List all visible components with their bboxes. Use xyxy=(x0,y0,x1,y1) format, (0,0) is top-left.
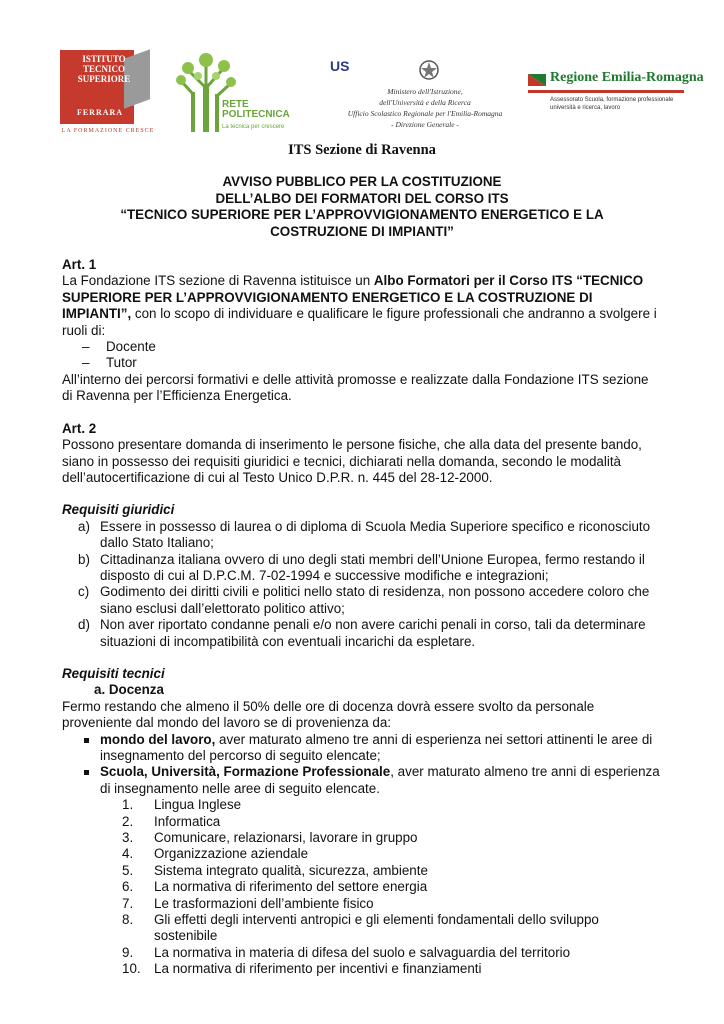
rete-name xyxy=(222,100,290,120)
usr-line-4: - Direzione Generale - xyxy=(391,120,459,129)
its-line-1: ISTITUTO xyxy=(82,54,126,64)
regione-emilia-romagna-logo xyxy=(528,70,704,120)
header-logos xyxy=(0,46,724,146)
notice-title xyxy=(62,174,662,240)
list-marker: a) xyxy=(78,518,90,534)
list-marker: 6. xyxy=(122,879,134,895)
notice-title-line-2: DELL’ALBO DEI FORMATORI DEL CORSO ITS xyxy=(215,190,509,206)
list-item-text: Gli effetti degli interventi antropici e gli elementi fondamentali dello sviluppo sostenibile xyxy=(154,912,599,944)
list-marker: 3. xyxy=(122,830,134,846)
document-body xyxy=(62,140,662,978)
bullet-bold: Scuola, Università, Formazione Professionale xyxy=(100,764,391,780)
usr-line-1: Ministero dell'Istruzione, xyxy=(387,87,463,96)
list-item xyxy=(62,814,662,830)
rer-name: Regione Emilia-Romagna xyxy=(550,70,704,85)
list-item-text: La normativa di riferimento del settore energia xyxy=(154,879,428,895)
list-item-text: La normativa di riferimento per incentivi e finanziamenti xyxy=(154,961,482,977)
areas-list xyxy=(62,797,662,977)
art-1-text-c: con lo scopo di individuare e qualificare le figure professionali che andranno a svolgere i ruoli di: xyxy=(62,306,657,338)
list-item xyxy=(62,552,662,585)
usr-emilia-romagna-logo xyxy=(330,58,520,138)
rer-red-bar xyxy=(528,90,684,93)
rete-politecnica-logo xyxy=(176,52,290,134)
list-marker: 7. xyxy=(122,895,134,911)
its-line-3: SUPERIORE xyxy=(77,74,131,84)
list-item-text: Sistema integrato qualità, sicurezza, ambiente xyxy=(154,862,428,878)
rer-sub-line-2: università e ricerca, lavoro xyxy=(550,105,621,111)
list-item xyxy=(62,764,662,797)
list-item-text: Informatica xyxy=(154,813,221,829)
usr-text xyxy=(330,86,520,130)
provenienza-list xyxy=(62,732,662,798)
art-1-heading: Art. 1 xyxy=(62,257,97,273)
bullet-bold: mondo del lavoro, xyxy=(100,731,216,747)
list-marker: 2. xyxy=(122,813,134,829)
list-item xyxy=(62,879,662,895)
list-marker: 1. xyxy=(122,797,134,813)
list-item-text: Non aver riportato condanne penali e/o non avere carichi penali in corso, tali da determinare situazioni di incompatibilità con eventuali incarichi da espletare. xyxy=(100,617,646,649)
list-marker: c) xyxy=(78,584,90,600)
list-item xyxy=(62,846,662,862)
rer-sub-line-1: Assessorato Scuola, formazione professionale xyxy=(550,97,674,103)
list-item-text: Le trasformazioni dell’ambiente fisico xyxy=(154,895,374,911)
list-item-text: Cittadinanza italiana ovvero di uno degli stati membri dell’Unione Europea, fermo restando il disposto di cui al D.P.C.M. 7-02-1994 e successive modifiche e integrazioni; xyxy=(100,551,645,583)
list-item xyxy=(62,961,662,977)
bullet-text: aver maturato almeno tre anni di esperienza nei settori attinenti le aree di insegnamento del percorso di seguito elencate; xyxy=(100,731,653,763)
list-item xyxy=(62,732,662,765)
rer-subtitle xyxy=(550,96,673,112)
requisiti-tecnici-heading: Requisiti tecnici xyxy=(62,665,165,681)
art-1-text-a: La Fondazione ITS sezione di Ravenna istituisce un xyxy=(62,273,374,289)
list-item-text: Lingua Inglese xyxy=(154,797,242,813)
usr-line-3: Ufficio Scolastico Regionale per l'Emilia-Romagna xyxy=(347,109,503,118)
its-tagline: LA FORMAZIONE CRESCE xyxy=(61,128,155,134)
bullet-text: , aver maturato almeno tre anni di esperienza di insegnamento nelle aree di seguito elencate. xyxy=(100,764,660,796)
its-line-2: TECNICO xyxy=(82,64,125,74)
docenza-paragraph: Fermo restando che almeno il 50% delle ore di docenza dovrà essere svolto da personale proveniente dal mondo del lavoro se di provenienza da: xyxy=(62,698,595,731)
notice-title-line-3: “TECNICO SUPERIORE PER L’APPROVVIGIONAMENTO ENERGETICO E LA xyxy=(120,207,604,223)
art-1-paragraph xyxy=(62,273,662,339)
art-1-text-bold: Albo Formatori per il Corso ITS “TECNICO SUPERIORE PER L’APPROVVIGIONAMENTO ENERGETICO E LA COSTRUZIONE DI IMPIANTI”, xyxy=(62,273,644,322)
usr-line-2: dell'Università e della Ricerca xyxy=(379,98,471,107)
art-1-paragraph-2: All’interno dei percorsi formativi e delle attività promosse e realizzate dalla Fondazione ITS sezione di Ravenna per l’Efficienza Energetica. xyxy=(62,371,649,404)
roles-list xyxy=(62,339,662,372)
list-item xyxy=(62,863,662,879)
role-item: – Tutor xyxy=(62,355,662,371)
list-item-text: Comunicare, relazionarsi, lavorare in gruppo xyxy=(154,830,418,846)
rete-name-line-1: RETE xyxy=(222,99,249,110)
docenza-heading: a. Docenza xyxy=(94,682,164,698)
usr-mark: US xyxy=(330,58,350,74)
its-city: FERRARA xyxy=(76,108,124,117)
list-item-text: Organizzazione aziendale xyxy=(154,846,309,862)
list-marker: 10. xyxy=(122,961,141,977)
notice-title-line-4: COSTRUZIONE DI IMPIANTI” xyxy=(270,223,454,239)
list-marker: d) xyxy=(78,617,90,633)
list-item-text: La normativa in materia di difesa del suolo e salvaguardia del territorio xyxy=(154,944,571,960)
region-flag-icon xyxy=(528,74,546,86)
list-item-text: Essere in possesso di laurea o di diploma di Scuola Media Superiore specifico e riconosciuto dallo Stato Italiano; xyxy=(100,518,651,551)
notice-title-line-1: AVVISO PUBBLICO PER LA COSTITUZIONE xyxy=(222,174,502,190)
its-ferrara-logo xyxy=(60,50,155,138)
list-marker: b) xyxy=(78,551,90,567)
list-item xyxy=(62,945,662,961)
list-marker: 8. xyxy=(122,912,134,928)
republic-emblem-icon xyxy=(418,58,440,82)
rete-name-line-2: POLITECNICA xyxy=(222,109,290,120)
rete-tagline: La tecnica per crescere xyxy=(222,124,285,130)
list-item-text: Godimento dei diritti civili e politici nello stato di residenza, non possono accedere coloro che siano esclusi dall’elettorato politico attivo; xyxy=(100,584,650,616)
list-marker: 5. xyxy=(122,862,134,878)
list-marker: 9. xyxy=(122,944,134,960)
list-item xyxy=(62,617,662,650)
list-item xyxy=(62,584,662,617)
its-logo-text xyxy=(76,54,132,84)
art-2-heading: Art. 2 xyxy=(62,420,97,436)
list-item xyxy=(62,896,662,912)
list-item xyxy=(62,519,662,552)
requisiti-giuridici-heading: Requisiti giuridici xyxy=(62,502,175,518)
list-item xyxy=(62,797,662,813)
section-title: ITS Sezione di Ravenna xyxy=(288,142,436,158)
role-item: – Docente xyxy=(62,339,662,355)
list-item xyxy=(62,912,662,945)
tree-icon xyxy=(176,52,236,134)
requisiti-giuridici-list xyxy=(62,519,662,650)
list-item xyxy=(62,830,662,846)
list-marker: 4. xyxy=(122,846,134,862)
art-2-paragraph: Possono presentare domanda di inserimento le persone fisiche, che alla data del presente bando, siano in possesso dei requisiti giuridici e tecnici, dichiarati nella domanda, secondo le modalità dell’autocertificazione di cui al Testo Unico D.P.R. n. 445 del 28-12-2000. xyxy=(62,437,642,485)
